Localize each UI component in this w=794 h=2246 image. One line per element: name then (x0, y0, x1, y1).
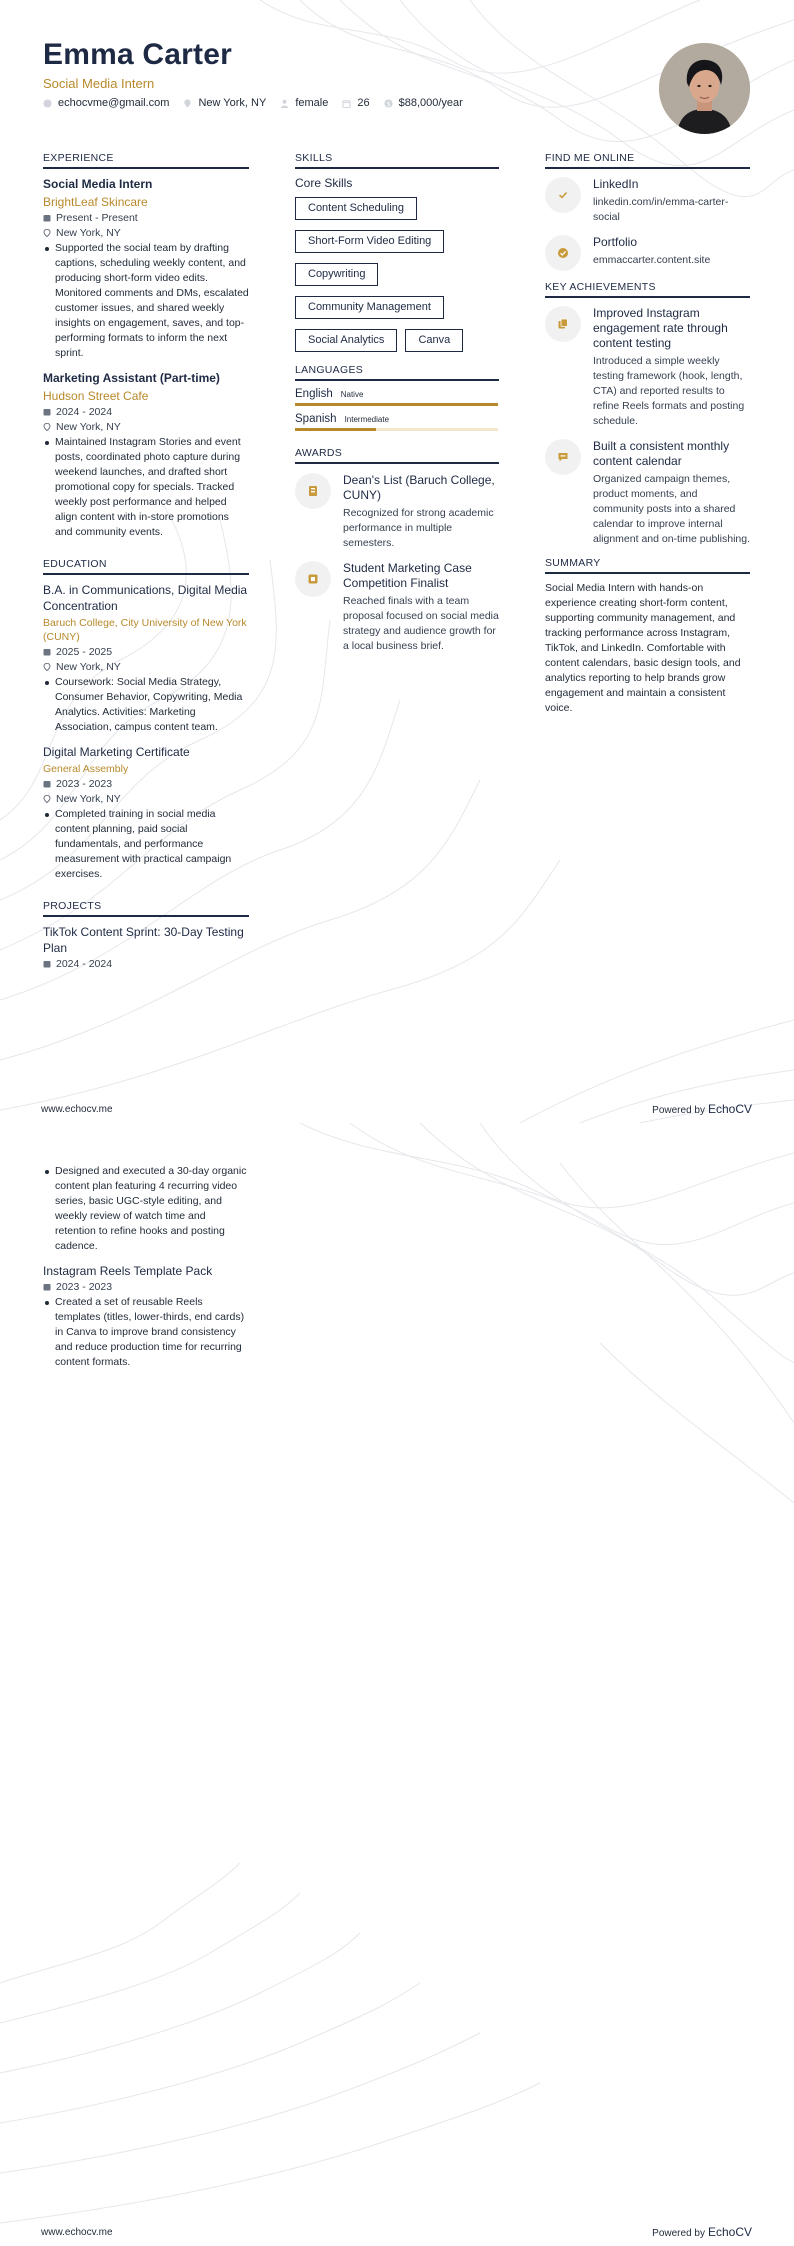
svg-text:$: $ (386, 100, 391, 108)
link-url[interactable]: linkedin.com/in/emma-carter-social (593, 196, 729, 223)
bullet-item: Created a set of reusable Reels templates (titles, lower-thirds, end cards) in Canva to improve brand consistency and reduce production time for recurring content formats. (43, 1295, 249, 1370)
brand-name: EchoCV (707, 2225, 752, 2239)
edu-bullets (43, 807, 249, 882)
degree-title: Digital Marketing Certificate (43, 745, 190, 759)
school-name: Baruch College, City University of New York (CUNY) (43, 617, 247, 643)
achievements-heading: KEY ACHIEVEMENTS (545, 281, 750, 298)
email-text: echocvme@gmail.com (58, 97, 170, 109)
powered-by-text: Powered by (652, 2228, 705, 2239)
degree-title: B.A. in Communications, Digital Media Concentration (43, 583, 248, 613)
skill-tag: Content Scheduling (295, 197, 417, 220)
badge-check-icon (557, 247, 569, 259)
person-icon (280, 99, 289, 108)
copy-icon (557, 318, 569, 330)
link-label: Portfolio (593, 235, 638, 249)
languages-heading: LANGUAGES (295, 364, 499, 381)
calendar-icon (43, 408, 51, 416)
skills-group-title: Core Skills (295, 176, 353, 190)
link-url[interactable]: emmaccarter.content.site (593, 254, 711, 266)
award-title: Dean's List (Baruch College, CUNY) (343, 473, 495, 502)
dates-text: Present - Present (56, 212, 138, 224)
check-icon (557, 189, 569, 201)
edu-dates (43, 645, 249, 659)
skills-tag-list (295, 197, 495, 352)
candidate-role: Social Media Intern (43, 76, 155, 91)
location-pin-icon (43, 229, 51, 237)
footer-powered-by[interactable] (652, 2225, 752, 2239)
job-bullets (43, 241, 249, 361)
location-text: New York, NY (56, 227, 121, 239)
gender-text: female (295, 97, 329, 109)
summary-heading: SUMMARY (545, 557, 750, 574)
resume-page-2 (0, 1123, 794, 2246)
summary-text: Social Media Intern with hands-on experience creating short-form content, supporting community management, and tracking performance across Instagram, TikTok, and LinkedIn. Comfortable with content calendars, basic design tools, and analytics reporting to help brands grow engagement and maintain a consistent voice. (545, 582, 741, 714)
bullet-item: Completed training in social media content planning, paid social fundamentals, and performance measurement with practical campaign exercises. (43, 807, 249, 882)
education-entry (43, 582, 249, 735)
award-entry (295, 473, 499, 551)
edu-dates (43, 777, 249, 791)
skill-tag: Social Analytics (295, 329, 397, 352)
contact-email[interactable] (43, 97, 169, 109)
location-text: New York, NY (56, 793, 121, 805)
job-title: Social Media Intern (43, 177, 153, 191)
skill-tag: Canva (405, 329, 463, 352)
language-name: English (295, 388, 333, 400)
contact-age (342, 97, 369, 109)
location-text: New York, NY (198, 97, 267, 109)
award-entry (295, 561, 499, 654)
project-title: TikTok Content Sprint: 30-Day Testing Plan (43, 925, 244, 955)
job-dates (43, 211, 249, 225)
calendar-icon (43, 780, 51, 788)
language-item (295, 413, 499, 431)
achievement-title: Improved Instagram engagement rate through content testing (593, 306, 728, 350)
award-description: Recognized for strong academic performance in multiple semesters. (343, 507, 494, 549)
bullet-item: Coursework: Social Media Strategy, Consumer Behavior, Copywriting, Media Analytics. Activities: Marketing Association, campus content team. (43, 675, 249, 735)
project-entry (43, 1263, 249, 1370)
dates-text: 2023 - 2023 (56, 778, 113, 790)
chat-icon (557, 451, 569, 463)
find-me-heading: FIND ME ONLINE (545, 152, 750, 169)
left-column (43, 152, 249, 980)
footer-site-link[interactable]: www.echocv.me (41, 1104, 113, 1115)
medal-icon (307, 573, 319, 585)
experience-entry (43, 176, 249, 361)
project-title: Instagram Reels Template Pack (43, 1264, 213, 1278)
skill-tag: Copywriting (295, 263, 378, 286)
project-bullets (43, 1164, 249, 1254)
experience-heading: EXPERIENCE (43, 152, 249, 169)
project-entry-continued (43, 1164, 249, 1254)
location-pin-icon (183, 99, 192, 108)
company-name: BrightLeaf Skincare (43, 195, 148, 209)
projects-heading: PROJECTS (43, 900, 249, 917)
dates-text: 2024 - 2024 (56, 958, 113, 970)
language-name: Spanish (295, 413, 337, 425)
profile-photo (659, 43, 750, 134)
dates-text: 2025 - 2025 (56, 646, 113, 658)
calendar-icon (43, 648, 51, 656)
middle-column (295, 152, 499, 664)
salary-icon (384, 99, 393, 108)
left-column-continued (43, 1163, 249, 1379)
language-bar-fill (295, 428, 376, 431)
achievement-title: Built a consistent monthly content calendar (593, 439, 730, 468)
calendar-icon (43, 960, 51, 968)
location-pin-icon (43, 663, 51, 671)
link-entry[interactable] (545, 235, 750, 271)
calendar-icon (43, 214, 51, 222)
language-bar (295, 403, 498, 406)
skill-tag: Short-Form Video Editing (295, 230, 444, 253)
location-text: New York, NY (56, 421, 121, 433)
calendar-icon (43, 1283, 51, 1291)
calendar-icon (342, 99, 351, 108)
candidate-name: Emma Carter (43, 38, 232, 71)
language-level: Intermediate (344, 415, 390, 424)
email-icon (43, 99, 52, 108)
dates-text: 2024 - 2024 (56, 406, 113, 418)
skills-heading: SKILLS (295, 152, 499, 169)
experience-entry (43, 370, 249, 540)
project-dates (43, 957, 249, 971)
contact-location (183, 97, 266, 109)
footer-site-link[interactable]: www.echocv.me (41, 2227, 113, 2238)
achievement-description: Introduced a simple weekly testing framework (hook, length, CTA) and reported results to refine Reels formats and posting schedule. (593, 355, 745, 427)
awards-heading: AWARDS (295, 447, 499, 464)
education-entry (43, 744, 249, 882)
school-name: General Assembly (43, 763, 129, 775)
language-bar-fill (295, 403, 498, 406)
bullet-item: Designed and executed a 30-day organic content plan featuring 4 recurring video series, basic UGC-style editing, and weekly review of watch time and retention to refine hooks and posting cadence. (43, 1164, 249, 1254)
portrait-illustration (659, 43, 750, 134)
job-location (43, 226, 249, 240)
job-dates (43, 405, 249, 419)
link-entry[interactable] (545, 177, 750, 225)
job-location (43, 420, 249, 434)
dates-text: 2023 - 2023 (56, 1281, 113, 1293)
education-heading: EDUCATION (43, 558, 249, 575)
award-icon (307, 485, 319, 497)
brand-name: EchoCV (707, 1102, 752, 1116)
achievement-description: Organized campaign themes, product moments, and community posts into a shared calendar to improve internal alignment and on-time publishing. (593, 473, 751, 545)
language-bar (295, 428, 498, 431)
footer-powered-by[interactable] (652, 1102, 752, 1116)
language-level: Native (340, 390, 364, 399)
bullet-item: Maintained Instagram Stories and event posts, coordinated photo capture during weekend launches, and drafted short promotional copy for specials. Tracked weekly post performance and helped align content with in-store promotions and community events. (43, 435, 249, 540)
award-title: Student Marketing Case Competition Finalist (343, 561, 472, 590)
edu-location (43, 792, 249, 806)
right-column (545, 152, 750, 716)
contact-salary (384, 97, 463, 109)
project-dates (43, 1280, 249, 1294)
language-item (295, 388, 499, 406)
location-pin-icon (43, 795, 51, 803)
edu-bullets (43, 675, 249, 735)
job-title: Marketing Assistant (Part-time) (43, 371, 220, 385)
contact-bar (43, 97, 463, 109)
powered-by-text: Powered by (652, 1105, 705, 1116)
company-name: Hudson Street Cafe (43, 389, 149, 403)
achievement-entry (545, 439, 750, 547)
contact-gender (280, 97, 328, 109)
edu-location (43, 660, 249, 674)
age-text: 26 (357, 97, 370, 109)
job-bullets (43, 435, 249, 540)
skill-tag: Community Management (295, 296, 444, 319)
award-description: Reached finals with a team proposal focused on social media strategy and audience growth for a local business brief. (343, 595, 499, 652)
bullet-item: Supported the social team by drafting captions, scheduling weekly content, and producing short-form video edits. Monitored comments and DMs, escalated customer issues, and shared weekly insights on engagement, saves, and top-performing formats to inform the next sprint. (43, 241, 249, 361)
location-pin-icon (43, 423, 51, 431)
project-bullets (43, 1295, 249, 1370)
project-entry (43, 924, 249, 971)
link-label: LinkedIn (593, 177, 639, 191)
salary-text: $88,000/year (398, 97, 463, 109)
achievement-entry (545, 306, 750, 429)
location-text: New York, NY (56, 661, 121, 673)
